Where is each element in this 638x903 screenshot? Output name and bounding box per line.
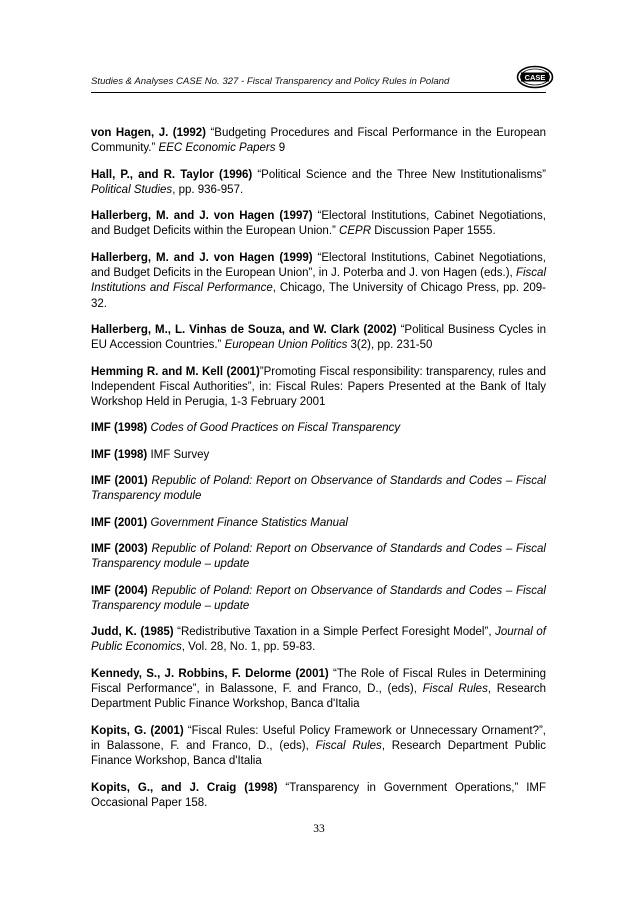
- reference-text: 3(2), pp. 231-50: [347, 339, 433, 352]
- reference-title-italic: Republic of Poland: Report on Observance of Standards and Codes – Fiscal Transparency module – update: [91, 542, 546, 571]
- reference-title-italic: Codes of Good Practices on Fiscal Transparency: [150, 422, 401, 435]
- case-logo-icon: [516, 65, 554, 89]
- reference-title-italic: Republic of Poland: Report on Observance of Standards and Codes – Fiscal Transparency module – update: [91, 584, 546, 612]
- reference-author: Judd, K. (1985): [91, 626, 174, 639]
- reference-author: Kennedy, S., J. Robbins, F. Delorme (2001): [91, 667, 329, 680]
- reference-entry: [91, 781, 546, 812]
- reference-entry: [91, 168, 546, 199]
- reference-title-italic: EEC Economic Papers: [158, 142, 276, 155]
- running-title: Studies & Analyses CASE No. 327 - Fiscal Transparency and Policy Rules in Poland: [91, 76, 450, 87]
- reference-entry: [91, 421, 546, 436]
- reference-title-italic: Government Finance Statistics Manual: [150, 516, 348, 529]
- header-rule: [91, 92, 546, 93]
- reference-author: Kopits, G., and J. Craig (1998): [91, 781, 278, 794]
- reference-author: Hallerberg, M., L. Vinhas de Souza, and W. Clark (2002): [91, 323, 397, 336]
- reference-text: , Vol. 28, No. 1, pp. 59-83.: [181, 641, 316, 654]
- reference-text: “Electoral Institutions, Cabinet Negotiations, and Budget Deficits in the European Union”, in J. Poterba and J. von Hagen (eds.),: [91, 251, 546, 280]
- reference-entry: [91, 584, 546, 615]
- page-number: 33: [313, 823, 325, 835]
- reference-entry: [91, 209, 546, 240]
- reference-text: 9: [275, 142, 286, 155]
- reference-entry: [91, 448, 546, 463]
- reference-title-italic: Fiscal Rules: [422, 683, 488, 696]
- reference-text: , Research Department Public Finance Workshop, Banca d'Italia: [91, 683, 547, 711]
- reference-text: ”Promoting Fiscal responsibility: transparency, rules and Independent Fiscal Authorities”, in: Fiscal Rules: Papers Presented at the Bank of Italy Workshop Held in Perugia, 1-3 February 2001: [91, 365, 546, 409]
- logo-text: CASE: [524, 73, 546, 82]
- reference-author: IMF (2004): [91, 584, 148, 597]
- reference-author: IMF (2001): [91, 475, 148, 488]
- reference-text: “Political Business Cycles in EU Accession Countries.”: [91, 323, 547, 352]
- reference-author: Hemming R. and M. Kell (2001): [91, 365, 260, 378]
- reference-list: [91, 126, 546, 822]
- reference-title-italic: CEPR: [339, 225, 371, 238]
- reference-entry: [91, 251, 546, 312]
- reference-entry: [91, 323, 546, 354]
- reference-text: , pp. 936-957.: [172, 183, 244, 196]
- reference-author: IMF (2001): [91, 516, 148, 529]
- reference-title-italic: European Union Politics: [224, 339, 348, 352]
- reference-entry: [91, 724, 546, 770]
- reference-text: , Chicago, The University of Chicago Press, pp. 209-32.: [91, 282, 546, 310]
- reference-author: von Hagen, J. (1992): [91, 127, 207, 139]
- reference-author: IMF (1998): [91, 422, 148, 435]
- reference-author: Hall, P., and R. Taylor (1996): [91, 168, 253, 181]
- reference-entry: [91, 542, 546, 573]
- reference-text: , Research Department Public Finance Workshop, Banca d'Italia: [91, 739, 546, 768]
- reference-text: IMF Survey: [147, 448, 210, 461]
- reference-text: “The Role of Fiscal Rules in Determining Fiscal Performance”, in Balassone, F. and Franco, D., (eds),: [91, 667, 547, 696]
- reference-author: Hallerberg, M. and J. von Hagen (1997): [91, 210, 313, 223]
- reference-author: IMF (1998): [91, 448, 148, 461]
- reference-entry: [91, 516, 546, 531]
- reference-text: “Electoral Institutions, Cabinet Negotiations, and Budget Deficits within the European Union.”: [91, 210, 546, 238]
- reference-text: “Redistributive Taxation in a Simple Perfect Foresight Model”,: [173, 626, 496, 639]
- reference-entry: [91, 126, 546, 157]
- reference-title-italic: Political Studies: [91, 183, 173, 196]
- reference-text: Discussion Paper 1555.: [371, 225, 496, 238]
- reference-text: “Political Science and the Three New Institutionalisms”: [252, 168, 547, 181]
- reference-title-italic: Journal of Public Economics: [91, 626, 546, 654]
- reference-entry: [91, 474, 546, 505]
- reference-title-italic: Fiscal Institutions and Fiscal Performance: [91, 267, 546, 295]
- reference-author: Kopits, G. (2001): [91, 724, 184, 737]
- reference-text: “Transparency in Government Operations,” IMF Occasional Paper 158.: [91, 781, 546, 809]
- reference-title-italic: Fiscal Rules: [315, 739, 382, 752]
- reference-entry: [91, 667, 546, 713]
- reference-title-italic: Republic of Poland: Report on Observance of Standards and Codes – Fiscal Transparency module: [91, 475, 546, 503]
- reference-entry: [91, 365, 546, 411]
- reference-text: “Fiscal Rules: Useful Policy Framework or Unnecessary Ornament?”, in Balassone, F. and Franco, D., (eds),: [91, 724, 546, 752]
- reference-author: IMF (2003): [91, 542, 148, 555]
- reference-entry: [91, 625, 546, 656]
- reference-text: “Budgeting Procedures and Fiscal Performance in the European Community.”: [91, 127, 546, 155]
- reference-author: Hallerberg, M. and J. von Hagen (1999): [91, 251, 313, 264]
